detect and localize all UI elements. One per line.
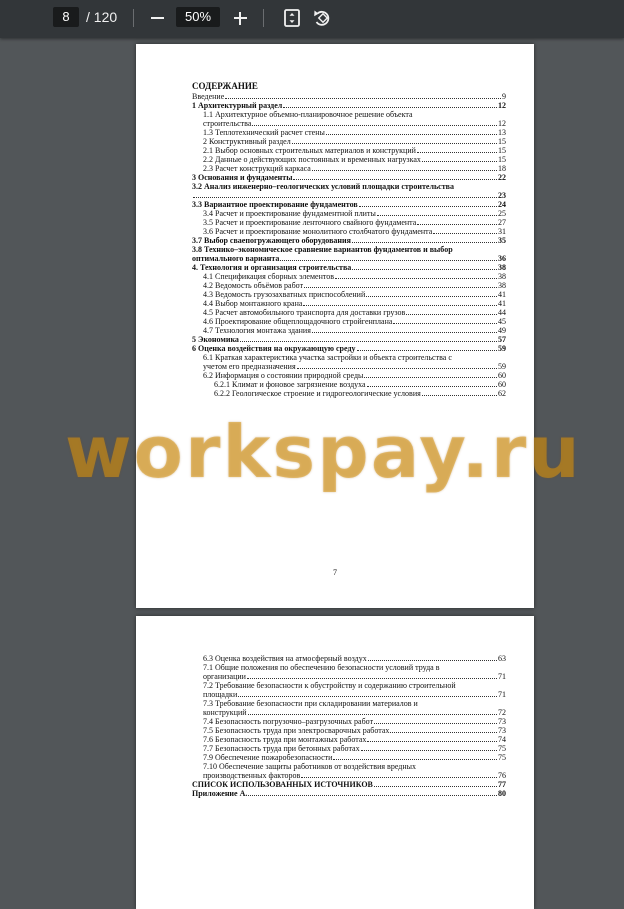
zoom-out-button[interactable]: [146, 7, 170, 29]
toc-entry-title: 6.1 Краткая характеристика участка застройки и объекта строительства с: [203, 353, 452, 362]
toc-leader-dots: [422, 161, 497, 162]
toc-entry[interactable]: [192, 789, 506, 798]
toc-entry[interactable]: [192, 200, 506, 209]
toc-entry-page: 44: [498, 308, 506, 317]
toc-entry-title: 3.2 Анализ инженерно–геологических условий площадки строительства: [192, 182, 454, 191]
toc-entry-title: 5 Экономика: [192, 335, 239, 344]
toc-leader-dots: [193, 197, 497, 198]
toc-entry-page: 71: [498, 690, 506, 699]
toc-entry-title-continued: производственных факторов: [203, 771, 301, 780]
toc-entry[interactable]: [192, 227, 506, 236]
toc-entry[interactable]: [192, 344, 506, 353]
toc-entry-page: 75: [498, 753, 506, 762]
pdf-page: [136, 616, 534, 909]
toc-entry-page: 38: [498, 263, 506, 272]
toc-entry[interactable]: [192, 654, 506, 663]
toc-leader-dots: [390, 732, 497, 733]
toc-entry-title: 3.7 Выбор сваепогружающего оборудования: [192, 236, 351, 245]
toc-entry-title: 3.3 Вариантное проектирование фундаментов: [192, 200, 358, 209]
pdf-toolbar: [0, 0, 624, 38]
toc-entry-page: 22: [498, 173, 506, 182]
toc-entry-title: 6 Оценка воздействия на окружающую среду: [192, 344, 356, 353]
toc-entry[interactable]: [192, 371, 506, 380]
toc-leader-dots: [280, 260, 497, 261]
toc-entry[interactable]: [192, 92, 506, 101]
toc-entry[interactable]: [192, 173, 506, 182]
zoom-level-input[interactable]: 50%: [176, 7, 220, 27]
toc-entry-title: 2.3 Расчет конструкций каркаса: [203, 164, 311, 173]
toc-entry-title: 1.1 Архитектурное объемно-планировочное решение объекта: [203, 110, 413, 119]
toc-heading: СОДЕРЖАНИЕ: [192, 81, 258, 91]
toc-leader-dots: [304, 287, 497, 288]
toc-entry-title: 7.4 Безопасность погрузочно–разгрузочных работ: [203, 717, 374, 726]
toc-entry-title: 7.9 Обеспечение пожаробезопасности: [203, 753, 333, 762]
rotate-button[interactable]: [310, 7, 334, 29]
toc-entry-title: 2 Конструктивный раздел: [203, 137, 291, 146]
toc-leader-dots: [312, 332, 497, 333]
toc-entry-title-continued: организации: [203, 672, 246, 681]
toc-entry-title: 4. Технология и организация строительства: [192, 263, 352, 272]
toc-leader-dots: [361, 750, 497, 751]
toc-entry-page: 27: [498, 218, 506, 227]
toc-entry[interactable]: [192, 281, 506, 290]
toc-entry[interactable]: [192, 236, 506, 245]
toc-entry-title: СПИСОК ИСПОЛЬЗОВАННЫХ ИСТОЧНИКОВ: [192, 780, 373, 789]
toc-leader-dots: [248, 795, 497, 796]
toc-entry-title: 7.1 Общие положения по обеспечению безопасности условий труда в: [203, 663, 440, 672]
toc-leader-dots: [283, 107, 497, 108]
toc-leader-dots: [240, 341, 497, 342]
toc-leader-dots: [352, 242, 497, 243]
toc-leader-dots: [333, 759, 497, 760]
toc-entry-page: 60: [498, 371, 506, 380]
watermark: workspay.ru: [65, 410, 582, 494]
toc-leader-dots: [364, 377, 497, 378]
toc-entry-title: 7.6 Безопасность труда при монтажных работах: [203, 735, 367, 744]
toc-entry-page: 12: [498, 101, 506, 110]
toc-entry[interactable]: [192, 780, 506, 789]
toc-entry-page: 77: [498, 780, 506, 789]
toc-leader-dots: [293, 179, 497, 180]
table-of-contents: [192, 654, 506, 798]
page-count: [86, 7, 117, 27]
toc-entry-title: 4.1 Спецификация сборных элементов: [203, 272, 335, 281]
toc-entry[interactable]: [192, 380, 506, 389]
toc-leader-dots: [417, 152, 497, 153]
toc-leader-dots: [374, 723, 497, 724]
toc-entry-title: 3 Основания и фундаменты: [192, 173, 293, 182]
table-of-contents: [192, 82, 506, 398]
toc-entry-page: 63: [498, 654, 506, 663]
toc-entry-page: 73: [498, 717, 506, 726]
toc-entry-page: 25: [498, 209, 506, 218]
toc-leader-dots: [238, 696, 497, 697]
toc-entry-title: 4.7 Технология монтажа здания: [203, 326, 311, 335]
toc-leader-dots: [366, 296, 497, 297]
toc-entry-page: 57: [498, 335, 506, 344]
toc-entry-title: 6.2 Информация о состоянии природной среды: [203, 371, 364, 380]
toc-entry-title: 6.3 Оценка воздействия на атмосферный воздух: [203, 654, 367, 663]
toolbar-divider: [133, 9, 134, 27]
toc-entry-title: 7.5 Безопасность труда при электросварочных работах: [203, 726, 390, 735]
toc-entry[interactable]: [192, 164, 506, 173]
toc-entry[interactable]: [192, 290, 506, 299]
page-number: 7: [333, 568, 337, 577]
toc-entry-title: 2.2 Данные о действующих постоянных и временных нагрузках: [203, 155, 421, 164]
toc-entry-title: 3.4 Расчет и проектирование фундаментной плиты: [203, 209, 376, 218]
toc-leader-dots: [247, 678, 497, 679]
toc-entry-title-continued: строительства: [203, 119, 252, 128]
toc-entry[interactable]: [192, 326, 506, 335]
toc-entry[interactable]: [192, 272, 506, 281]
toc-entry[interactable]: [192, 389, 506, 398]
toc-entry-page: 41: [498, 290, 506, 299]
toc-entry-title: 7.2 Требование безопасности к обустройству и содержанию строительной: [203, 681, 456, 690]
toc-entry-page: 73: [498, 726, 506, 735]
toc-entry-page: 49: [498, 326, 506, 335]
toc-entry[interactable]: [192, 137, 506, 146]
toc-entry[interactable]: [192, 726, 506, 735]
toc-entry-page: 60: [498, 380, 506, 389]
fit-to-page-button[interactable]: [280, 7, 304, 29]
toc-entry-title: 7.7 Безопасность труда при бетонных работах: [203, 744, 360, 753]
toc-entry-page: 35: [498, 236, 506, 245]
toc-entry[interactable]: [192, 744, 506, 753]
toc-entry[interactable]: [192, 218, 506, 227]
toc-entry[interactable]: [192, 155, 506, 164]
toc-leader-dots: [377, 215, 497, 216]
toc-leader-dots: [352, 269, 497, 270]
total-pages: 120: [93, 9, 118, 25]
zoom-in-button[interactable]: [229, 7, 253, 29]
toc-entry-page: 74: [498, 735, 506, 744]
toc-leader-dots: [406, 314, 497, 315]
toc-entry[interactable]: [192, 699, 506, 717]
toc-entry-page: 71: [498, 672, 506, 681]
toc-entry-title-continued: площадки: [203, 690, 238, 699]
toc-leader-dots: [417, 224, 497, 225]
toc-entry-title: 6.2.2 Геологическое строение и гидрогеологические условия: [214, 389, 421, 398]
toolbar-divider: [263, 9, 264, 27]
toc-entry-title: 7.10 Обеспечение защиты работников от воздействия вредных: [203, 762, 416, 771]
toc-leader-dots: [367, 386, 497, 387]
toc-leader-dots: [367, 741, 497, 742]
toc-entry[interactable]: [192, 353, 506, 371]
toc-entry[interactable]: [192, 753, 506, 762]
toc-entry-title: 7.3 Требование безопасности при складировании материалов и: [203, 699, 418, 708]
toc-entry[interactable]: [192, 263, 506, 272]
toc-entry[interactable]: [192, 128, 506, 137]
rotate-icon: [310, 7, 334, 29]
toc-leader-dots: [393, 323, 497, 324]
toc-leader-dots: [326, 134, 497, 135]
toc-entry-title: 4.2 Ведомость объёмов работ: [203, 281, 304, 290]
toc-leader-dots: [248, 714, 497, 715]
toc-leader-dots: [301, 777, 497, 778]
toc-entry[interactable]: [192, 717, 506, 726]
fit-to-page-icon: [280, 7, 304, 29]
toc-entry-title: 1 Архитектурный раздел: [192, 101, 283, 110]
toc-entry[interactable]: [192, 146, 506, 155]
toc-leader-dots: [252, 125, 497, 126]
toc-entry[interactable]: [192, 762, 506, 780]
toc-entry-page: 75: [498, 744, 506, 753]
toc-entry-page: 36: [498, 254, 506, 263]
toc-list: [192, 92, 506, 398]
toc-entry-page: 9: [502, 92, 506, 101]
toc-entry-page: 45: [498, 317, 506, 326]
toc-entry-title: 4.5 Расчет автомобильного транспорта для доставки грузов: [203, 308, 406, 317]
toc-entry-page: 72: [498, 708, 506, 717]
toc-entry-title: 4.4 Выбор монтажного крана: [203, 299, 303, 308]
toc-entry-title: 6.2.1 Климат и фоновое загрязнение воздуха: [214, 380, 366, 389]
toc-entry[interactable]: [192, 299, 506, 308]
toc-entry-page: 18: [498, 164, 506, 173]
toc-leader-dots: [297, 368, 497, 369]
toc-entry-title-continued: конструкций: [203, 708, 247, 717]
toc-entry[interactable]: [192, 335, 506, 344]
toc-entry[interactable]: [192, 735, 506, 744]
toc-entry[interactable]: [192, 245, 506, 263]
toc-entry-page: 41: [498, 299, 506, 308]
toc-entry-title: 3.6 Расчет и проектирование монолитного столбчатого фундамента: [203, 227, 433, 236]
toc-leader-dots: [357, 350, 498, 351]
page-separator: /: [86, 9, 90, 25]
toc-entry-page: 15: [498, 146, 506, 155]
toc-leader-dots: [312, 170, 497, 171]
toc-leader-dots: [368, 660, 497, 661]
toc-entry-page: 23: [498, 191, 506, 200]
toc-entry-page: 59: [498, 362, 506, 371]
toc-entry[interactable]: [192, 209, 506, 218]
toc-list: [192, 654, 506, 798]
current-page-input[interactable]: 8: [53, 7, 79, 27]
toc-entry-title: Приложение А.: [192, 789, 248, 798]
toc-entry[interactable]: [192, 681, 506, 699]
toc-leader-dots: [374, 786, 497, 787]
toc-entry-title-continued: учетом его предназначения: [203, 362, 296, 371]
toc-leader-dots: [359, 206, 497, 207]
toc-entry-page: 13: [498, 128, 506, 137]
toc-entry-title: 3.5 Расчет и проектирование ленточного свайного фундамента: [203, 218, 417, 227]
toc-entry-title: Введение: [192, 92, 225, 101]
toc-leader-dots: [292, 143, 497, 144]
toc-entry-page: 24: [498, 200, 506, 209]
toc-entry-title: 2.1 Выбор основных строительных материалов и конструкций: [203, 146, 416, 155]
toc-entry-title: 4.3 Ведомость грузозахватных приспособлений: [203, 290, 366, 299]
toc-entry-page: 15: [498, 137, 506, 146]
toc-entry-title-continued: оптимального варианта: [192, 254, 280, 263]
toc-entry-title: 1.3 Теплотехнический расчет стены: [203, 128, 325, 137]
toc-leader-dots: [303, 305, 497, 306]
toc-leader-dots: [422, 395, 497, 396]
toc-entry[interactable]: [192, 663, 506, 681]
toc-entry-page: 80: [498, 789, 506, 798]
toc-leader-dots: [225, 98, 501, 99]
toc-entry[interactable]: [192, 182, 506, 200]
toc-entry-page: 12: [498, 119, 506, 128]
toc-entry-page: 38: [498, 281, 506, 290]
toc-entry[interactable]: [192, 110, 506, 128]
toc-entry[interactable]: [192, 317, 506, 326]
toc-entry-page: 38: [498, 272, 506, 281]
toc-entry-title: 4.6 Проектирование общеплощадочного стройгенплана: [203, 317, 393, 326]
toc-leader-dots: [433, 233, 497, 234]
toc-leader-dots: [335, 278, 497, 279]
toc-entry[interactable]: [192, 101, 506, 110]
toc-entry-page: 62: [498, 389, 506, 398]
toc-entry-page: 76: [498, 771, 506, 780]
toc-entry-page: 31: [498, 227, 506, 236]
toc-entry[interactable]: [192, 308, 506, 317]
pdf-page: [136, 44, 534, 608]
toc-entry-page: 59: [498, 344, 506, 353]
toc-entry-title: 3.8 Технико–экономическое сравнение вариантов фундаментов и выбор: [192, 245, 453, 254]
toc-entry-page: 15: [498, 155, 506, 164]
